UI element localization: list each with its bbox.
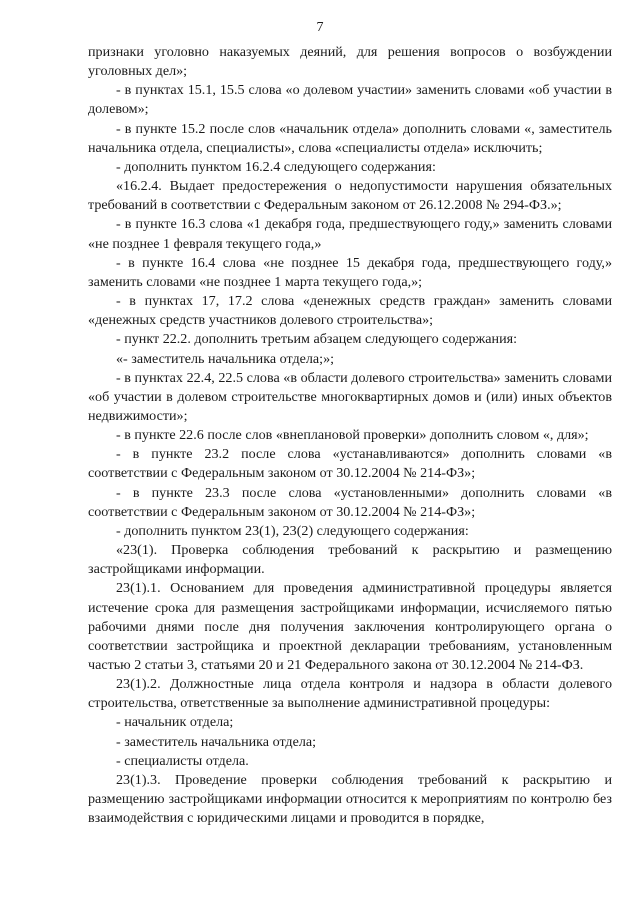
paragraph: - в пунктах 15.1, 15.5 слова «о долевом участии» заменить словами «об участии в долевом»;	[88, 82, 612, 118]
paragraph: - пункт 22.2. дополнить третьим абзацем следующего содержания:	[116, 331, 518, 348]
paragraph: 23(1).1. Основанием для проведения административной процедуры является истечение срока для размещения застройщиками информации, исчисляемого пятью рабочими днями после дня получения заключения контролирующего органа о соответствии застройщика и проектной декларации требованиям, установленным частью 2 статьи 3, статьями 20 и 21 Федерального закона от 30.12.2004 № 214-ФЗ.	[88, 580, 612, 673]
paragraph: - начальник отдела;	[116, 714, 234, 731]
paragraph: - в пункте 16.3 слова «1 декабря года, предшествующего году,» заменить словами «не позднее 1 февраля текущего года,»	[88, 216, 612, 252]
paragraph: - дополнить пунктом 16.2.4 следующего содержания:	[116, 158, 436, 175]
paragraph: - специалисты отдела.	[116, 752, 249, 769]
paragraph: - в пунктах 22.4, 22.5 слова «в области долевого строительства» заменить словами «об участии в долевом строительстве многоквартирных домов и (или) иных объектов недвижимости»;	[88, 369, 612, 424]
paragraph: «23(1). Проверка соблюдения требований к раскрытию и размещению застройщиками информации.	[88, 542, 612, 578]
paragraph: - в пункте 15.2 после слов «начальник отдела» дополнить словами «, заместитель начальника отдела, специалисты», слова «специалисты отдела» исключить;	[88, 120, 612, 156]
paragraph: 23(1).2. Должностные лица отдела контроля и надзора в области долевого строительства, ответственные за выполнение административной процедуры:	[88, 676, 612, 712]
paragraph: - в пункте 23.3 после слова «установленными» дополнить словами «в соответствии с Федеральным законом от 30.12.2004 № 214-ФЗ»;	[88, 484, 612, 520]
document-body	[88, 43, 612, 828]
paragraph: «16.2.4. Выдает предостережения о недопустимости нарушения обязательных требований в соответствии с Федеральным законом от 26.12.2008 № 294-ФЗ.»;	[88, 178, 612, 214]
paragraph: - в пункте 22.6 после слов «внеплановой проверки» дополнить словом «, для»;	[116, 427, 589, 444]
paragraph: - в пункте 23.2 после слова «устанавливаются» дополнить словами «в соответствии с Федеральным законом от 30.12.2004 № 214-ФЗ»;	[88, 446, 612, 482]
paragraph: - в пунктах 17, 17.2 слова «денежных средств граждан» заменить словами «денежных средств участников долевого строительства»;	[88, 293, 612, 329]
paragraph: - в пункте 16.4 слова «не позднее 15 декабря года, предшествующего году,» заменить словами «не позднее 1 марта текущего года,»;	[88, 254, 612, 290]
paragraph: - дополнить пунктом 23(1), 23(2) следующего содержания:	[116, 522, 469, 539]
paragraph: 23(1).3. Проведение проверки соблюдения требований к раскрытию и размещению застройщиками информации относится к мероприятиям по контролю без взаимодействия с юридическими лицами и проводится в порядке,	[88, 771, 612, 827]
page-number: 7	[316, 20, 324, 35]
paragraph: признаки уголовно наказуемых деяний, для решения вопросов о возбуждении уголовных дел»;	[88, 44, 612, 80]
paragraph: «- заместитель начальника отдела;»;	[116, 350, 335, 367]
paragraph: - заместитель начальника отдела;	[116, 733, 317, 750]
